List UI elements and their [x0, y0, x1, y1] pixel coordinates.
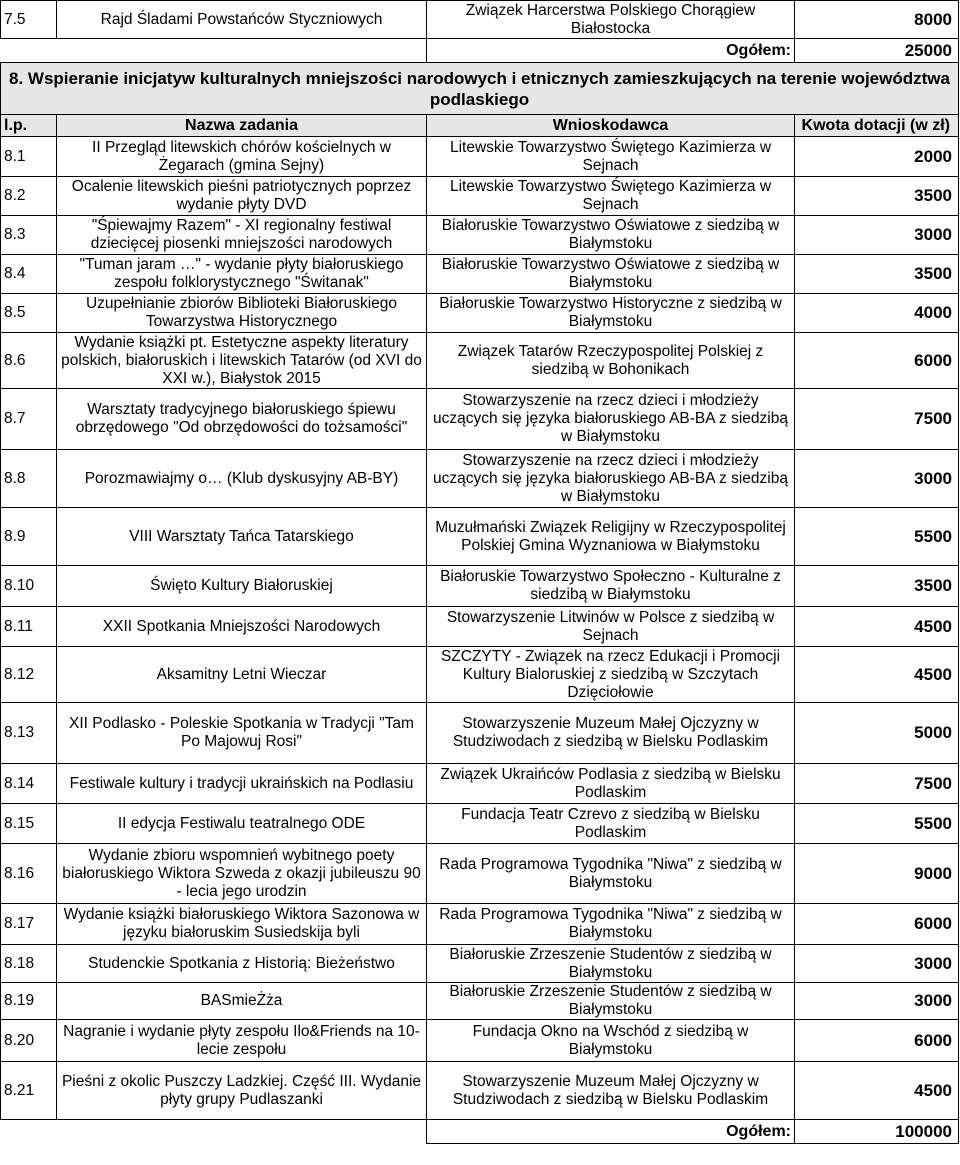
row-task-name: Wydanie książki białoruskiego Wiktora Sazonowa w języku białoruskim Susiedskija byli	[57, 904, 427, 945]
row-lp: 8.19	[1, 983, 57, 1020]
table-row	[1, 216, 959, 255]
header-amount: Kwota dotacji (w zł)	[795, 115, 959, 137]
row-lp: 8.11	[1, 607, 57, 647]
row-applicant: Rada Programowa Tygodnika "Niwa" z siedzibą w Białymstoku	[427, 904, 795, 945]
table-row	[1, 804, 959, 844]
row-applicant: Związek Ukraińców Podlasia z siedzibą w Bielsku Podlaskim	[427, 764, 795, 804]
row-amount: 4500	[795, 607, 959, 647]
row-lp: 8.4	[1, 255, 57, 294]
total-label: Ogółem:	[427, 39, 795, 63]
row-applicant: Litewskie Towarzystwo Świętego Kazimierza w Sejnach	[427, 177, 795, 216]
header-applicant: Wnioskodawca	[427, 115, 795, 137]
row-amount: 3500	[795, 566, 959, 607]
table-row	[1, 703, 959, 764]
row-applicant: Związek Harcerstwa Polskiego Chorągiew Białostocka	[427, 1, 795, 39]
row-task-name: BASmieŻża	[57, 983, 427, 1020]
row-task-name: Ocalenie litewskich pieśni patriotycznych poprzez wydanie płyty DVD	[57, 177, 427, 216]
grand-total-label: Ogółem:	[427, 1120, 795, 1144]
table-row	[1, 389, 959, 450]
row-task-name: Festiwale kultury i tradycji ukraińskich na Podlasiu	[57, 764, 427, 804]
row-amount: 6000	[795, 333, 959, 389]
row-amount: 5500	[795, 804, 959, 844]
prev-section-total-row	[1, 39, 959, 63]
row-task-name: Studenckie Spotkania z Historią: Bieżeństwo	[57, 945, 427, 983]
row-applicant: Stowarzyszenie na rzecz dzieci i młodzieży uczących się języka białoruskiego AB-BA z siedzibą w Białymstoku	[427, 450, 795, 508]
grand-total-row	[1, 1120, 959, 1144]
row-task-name: Uzupełnianie zbiorów Biblioteki Białoruskiego Towarzystwa Historycznego	[57, 294, 427, 333]
row-applicant: Białoruskie Towarzystwo Historyczne z siedzibą w Białymstoku	[427, 294, 795, 333]
row-applicant: Białoruskie Zrzeszenie Studentów z siedzibą w Białymstoku	[427, 983, 795, 1020]
row-lp: 8.5	[1, 294, 57, 333]
row-lp: 7.5	[1, 1, 57, 39]
row-applicant: SZCZYTY - Związek na rzecz Edukacji i Promocji Kultury Bialoruskiej z siedzibą w Szczytach Dzięciołowie	[427, 647, 795, 703]
header-lp: l.p.	[1, 115, 57, 137]
blank-cell	[1, 1120, 57, 1144]
table-row	[1, 1062, 959, 1120]
row-amount: 2000	[795, 137, 959, 177]
row-amount: 7500	[795, 764, 959, 804]
row-lp: 8.9	[1, 508, 57, 566]
row-amount: 3000	[795, 983, 959, 1020]
row-amount: 3000	[795, 216, 959, 255]
table-row	[1, 508, 959, 566]
row-task-name: Wydanie książki pt. Estetyczne aspekty literatury polskich, białoruskich i litewskich Tatarów (od XVI do XXI w.), Białystok 2015	[57, 333, 427, 389]
row-task-name: Rajd Śladami Powstańców Styczniowych	[57, 1, 427, 39]
row-applicant: Rada Programowa Tygodnika "Niwa" z siedzibą w Białymstoku	[427, 844, 795, 904]
row-amount: 9000	[795, 844, 959, 904]
row-amount: 3000	[795, 450, 959, 508]
row-task-name: Wydanie zbioru wspomnień wybitnego poety białoruskiego Wiktora Szweda z okazji jubileuszu 90 - lecia jego urodzin	[57, 844, 427, 904]
row-lp: 8.16	[1, 844, 57, 904]
header-task-name: Nazwa zadania	[57, 115, 427, 137]
grand-total-amount: 100000	[795, 1120, 959, 1144]
row-lp: 8.7	[1, 389, 57, 450]
table-row	[1, 255, 959, 294]
row-lp: 8.10	[1, 566, 57, 607]
row-applicant: Fundacja Okno na Wschód z siedzibą w Białymstoku	[427, 1020, 795, 1062]
row-applicant: Fundacja Teatr Czrevo z siedzibą w Bielsku Podlaskim	[427, 804, 795, 844]
row-lp: 8.20	[1, 1020, 57, 1062]
row-applicant: Stowarzyszenie na rzecz dzieci i młodzieży uczących się języka białoruskiego AB-BA z siedzibą w Białymstoku	[427, 389, 795, 450]
row-amount: 3500	[795, 255, 959, 294]
table-row	[1, 844, 959, 904]
row-lp: 8.2	[1, 177, 57, 216]
row-amount: 6000	[795, 1020, 959, 1062]
row-applicant: Związek Tatarów Rzeczypospolitej Polskiej z siedzibą w Bohonikach	[427, 333, 795, 389]
row-amount: 3500	[795, 177, 959, 216]
blank-cell	[57, 39, 427, 63]
blank-cell	[57, 1120, 427, 1144]
row-applicant: Białoruskie Towarzystwo Oświatowe z siedzibą w Białymstoku	[427, 216, 795, 255]
row-lp: 8.8	[1, 450, 57, 508]
row-applicant: Stowarzyszenie Muzeum Małej Ojczyzny w Studziwodach z siedzibą w Bielsku Podlaskim	[427, 1062, 795, 1120]
row-task-name: Nagranie i wydanie płyty zespołu Ilo&Friends na 10-lecie zespołu	[57, 1020, 427, 1062]
row-amount: 5000	[795, 703, 959, 764]
row-amount: 7500	[795, 389, 959, 450]
row-task-name: Święto Kultury Białoruskiej	[57, 566, 427, 607]
row-applicant: Białoruskie Towarzystwo Społeczno - Kulturalne z siedzibą w Białymstoku	[427, 566, 795, 607]
table-row	[1, 983, 959, 1020]
prev-section-row	[1, 1, 959, 39]
table-row	[1, 607, 959, 647]
row-task-name: Aksamitny Letni Wieczar	[57, 647, 427, 703]
row-amount: 4500	[795, 647, 959, 703]
row-task-name: XII Podlasko - Poleskie Spotkania w Tradycji "Tam Po Majowuj Rosi"	[57, 703, 427, 764]
row-task-name: Pieśni z okolic Puszczy Ladzkiej. Część III. Wydanie płyty grupy Pudlaszanki	[57, 1062, 427, 1120]
row-lp: 8.18	[1, 945, 57, 983]
table-row	[1, 904, 959, 945]
row-task-name: II edycja Festiwalu teatralnego ODE	[57, 804, 427, 844]
row-lp: 8.17	[1, 904, 57, 945]
table-row	[1, 764, 959, 804]
row-amount: 4500	[795, 1062, 959, 1120]
row-applicant: Stowarzyszenie Litwinów w Polsce z siedzibą w Sejnach	[427, 607, 795, 647]
row-lp: 8.6	[1, 333, 57, 389]
blank-cell	[1, 39, 57, 63]
row-task-name: XXII Spotkania Mniejszości Narodowych	[57, 607, 427, 647]
table-row	[1, 177, 959, 216]
row-lp: 8.21	[1, 1062, 57, 1120]
row-lp: 8.14	[1, 764, 57, 804]
row-task-name: II Przegląd litewskich chórów kościelnych w Żegarach (gmina Sejny)	[57, 137, 427, 177]
table-header-row	[1, 115, 959, 137]
total-amount: 25000	[795, 39, 959, 63]
row-applicant: Białoruskie Zrzeszenie Studentów z siedzibą w Białymstoku	[427, 945, 795, 983]
row-lp: 8.1	[1, 137, 57, 177]
table-row	[1, 294, 959, 333]
row-lp: 8.15	[1, 804, 57, 844]
table-row	[1, 566, 959, 607]
row-applicant: Litewskie Towarzystwo Świętego Kazimierza w Sejnach	[427, 137, 795, 177]
row-task-name: "Śpiewajmy Razem" - XI regionalny festiwal dziecięcej piosenki mniejszości narodowych	[57, 216, 427, 255]
row-amount: 5500	[795, 508, 959, 566]
grants-table-body	[1, 1, 959, 1144]
row-task-name: Warsztaty tradycyjnego białoruskiego śpiewu obrzędowego "Od obrzędowości do tożsamości"	[57, 389, 427, 450]
row-lp: 8.3	[1, 216, 57, 255]
row-applicant: Białoruskie Towarzystwo Oświatowe z siedzibą w Białymstoku	[427, 255, 795, 294]
row-applicant: Stowarzyszenie Muzeum Małej Ojczyzny w Studziwodach z siedzibą w Bielsku Podlaskim	[427, 703, 795, 764]
section-title: 8. Wspieranie inicjatyw kulturalnych mniejszości narodowych i etnicznych zamieszkujących na terenie województwa podlaskiego	[1, 63, 959, 115]
row-amount: 6000	[795, 904, 959, 945]
row-task-name: "Tuman jaram …" - wydanie płyty białoruskiego zespołu folklorystycznego "Świtanak"	[57, 255, 427, 294]
row-amount: 4000	[795, 294, 959, 333]
row-lp: 8.12	[1, 647, 57, 703]
row-applicant: Muzułmański Związek Religijny w Rzeczypospolitej Polskiej Gmina Wyznaniowa w Białymstoku	[427, 508, 795, 566]
table-row	[1, 450, 959, 508]
table-row	[1, 1020, 959, 1062]
table-row	[1, 647, 959, 703]
section-title-row	[1, 63, 959, 115]
row-lp: 8.13	[1, 703, 57, 764]
table-row	[1, 333, 959, 389]
row-task-name: VIII Warsztaty Tańca Tatarskiego	[57, 508, 427, 566]
row-amount: 8000	[795, 1, 959, 39]
table-row	[1, 945, 959, 983]
table-row	[1, 137, 959, 177]
row-amount: 3000	[795, 945, 959, 983]
row-task-name: Porozmawiajmy o… (Klub dyskusyjny AB-BY)	[57, 450, 427, 508]
